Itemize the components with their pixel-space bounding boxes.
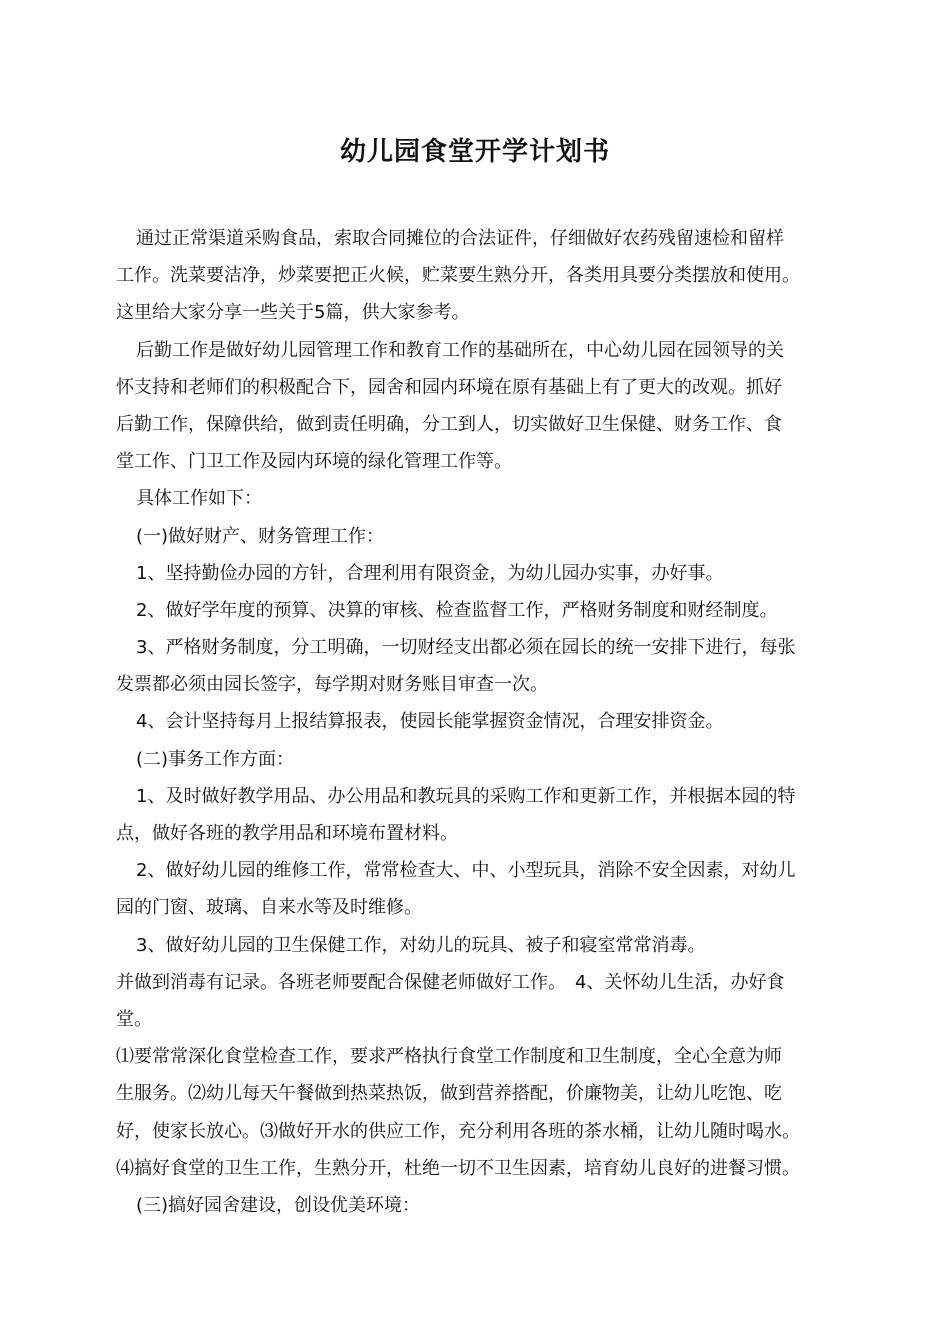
document-title: 幼儿园食堂开学计划书 (339, 137, 610, 167)
section-heading: (二)事务工作方面： (136, 748, 295, 770)
body-line: ⑷搞好食堂的卫生工作，生熟分开，杜绝一切不卫生因素，培育幼儿良好的进餐习惯。 (116, 1157, 800, 1179)
body-line: 怀支持和老师们的积极配合下，园舍和园内环境在原有基础上有了更大的改观。抓好 (116, 376, 782, 398)
document-body (116, 220, 836, 1224)
body-line: 生服务。⑵幼儿每天午餐做到热菜热饭，做到营养搭配，价廉物美，让幼儿吃饱、吃 (116, 1083, 782, 1105)
body-line: 工作。洗菜要洁净，炒菜要把正火候，贮菜要生熟分开，各类用具要分类摆放和使用。 (116, 265, 800, 287)
body-line: 园的门窗、玻璃、自来水等及时维修。 (116, 897, 422, 919)
body-line: 2、做好幼儿园的维修工作，常常检查大、中、小型玩具，消除不安全因素，对幼儿 (136, 860, 796, 882)
body-line: 后勤工作，保障供给，做到责任明确，分工到人，切实做好卫生保健、财务工作、食 (116, 413, 782, 435)
body-line: 堂。 (116, 1008, 152, 1030)
body-line: 1、坚持勤俭办园的方针，合理利用有限资金，为幼儿园办实事，办好事。 (136, 562, 724, 584)
body-line: 后勤工作是做好幼儿园管理工作和教育工作的基础所在，中心幼儿园在园领导的关 (136, 339, 784, 361)
body-line: 点，做好各班的教学用品和环境布置材料。 (116, 823, 458, 844)
body-line: 并做到消毒有记录。各班老师要配合保健老师做好工作。 4、关怀幼儿生活，办好食 (116, 971, 785, 993)
body-line: 3、严格财务制度，分工明确，一切财经支出都必须在园长的统一安排下进行，每张 (136, 637, 796, 659)
body-line: 好，使家长放心。⑶做好开水的供应工作，充分利用各班的茶水桶，让幼儿随时喝水。 (116, 1120, 800, 1142)
body-line: 这里给大家分享一些关于5篇，供大家参考。 (116, 302, 470, 324)
body-line: 具体工作如下： (136, 488, 262, 510)
body-line: 1、及时做好教学用品、办公用品和教玩具的采购工作和更新工作，并根据本园的特 (136, 785, 796, 807)
body-line: ⑴要常常深化食堂检查工作，要求严格执行食堂工作制度和卫生制度，全心全意为师 (116, 1046, 782, 1068)
body-line: 2、做好学年度的预算、决算的审核、检查监督工作，严格财务制度和财经制度。 (136, 599, 778, 621)
section-heading: (三)搞好园舍建设，创设优美环境： (136, 1194, 421, 1216)
body-line: 通过正常渠道采购食品，索取合同摊位的合法证件，仔细做好农药残留速检和留样 (136, 228, 784, 249)
section-heading: (一)做好财产、财务管理工作： (136, 525, 385, 547)
body-line: 发票都必须由园长签字，每学期对财务账目审查一次。 (116, 674, 548, 696)
body-line: 3、做好幼儿园的卫生保健工作，对幼儿的玩具、被子和寝室常常消毒。 (136, 934, 706, 956)
body-line: 4、会计坚持每月上报结算报表，使园长能掌握资金情况，合理安排资金。 (136, 711, 724, 733)
body-line: 堂工作、门卫工作及园内环境的绿化管理工作等。 (116, 451, 512, 473)
